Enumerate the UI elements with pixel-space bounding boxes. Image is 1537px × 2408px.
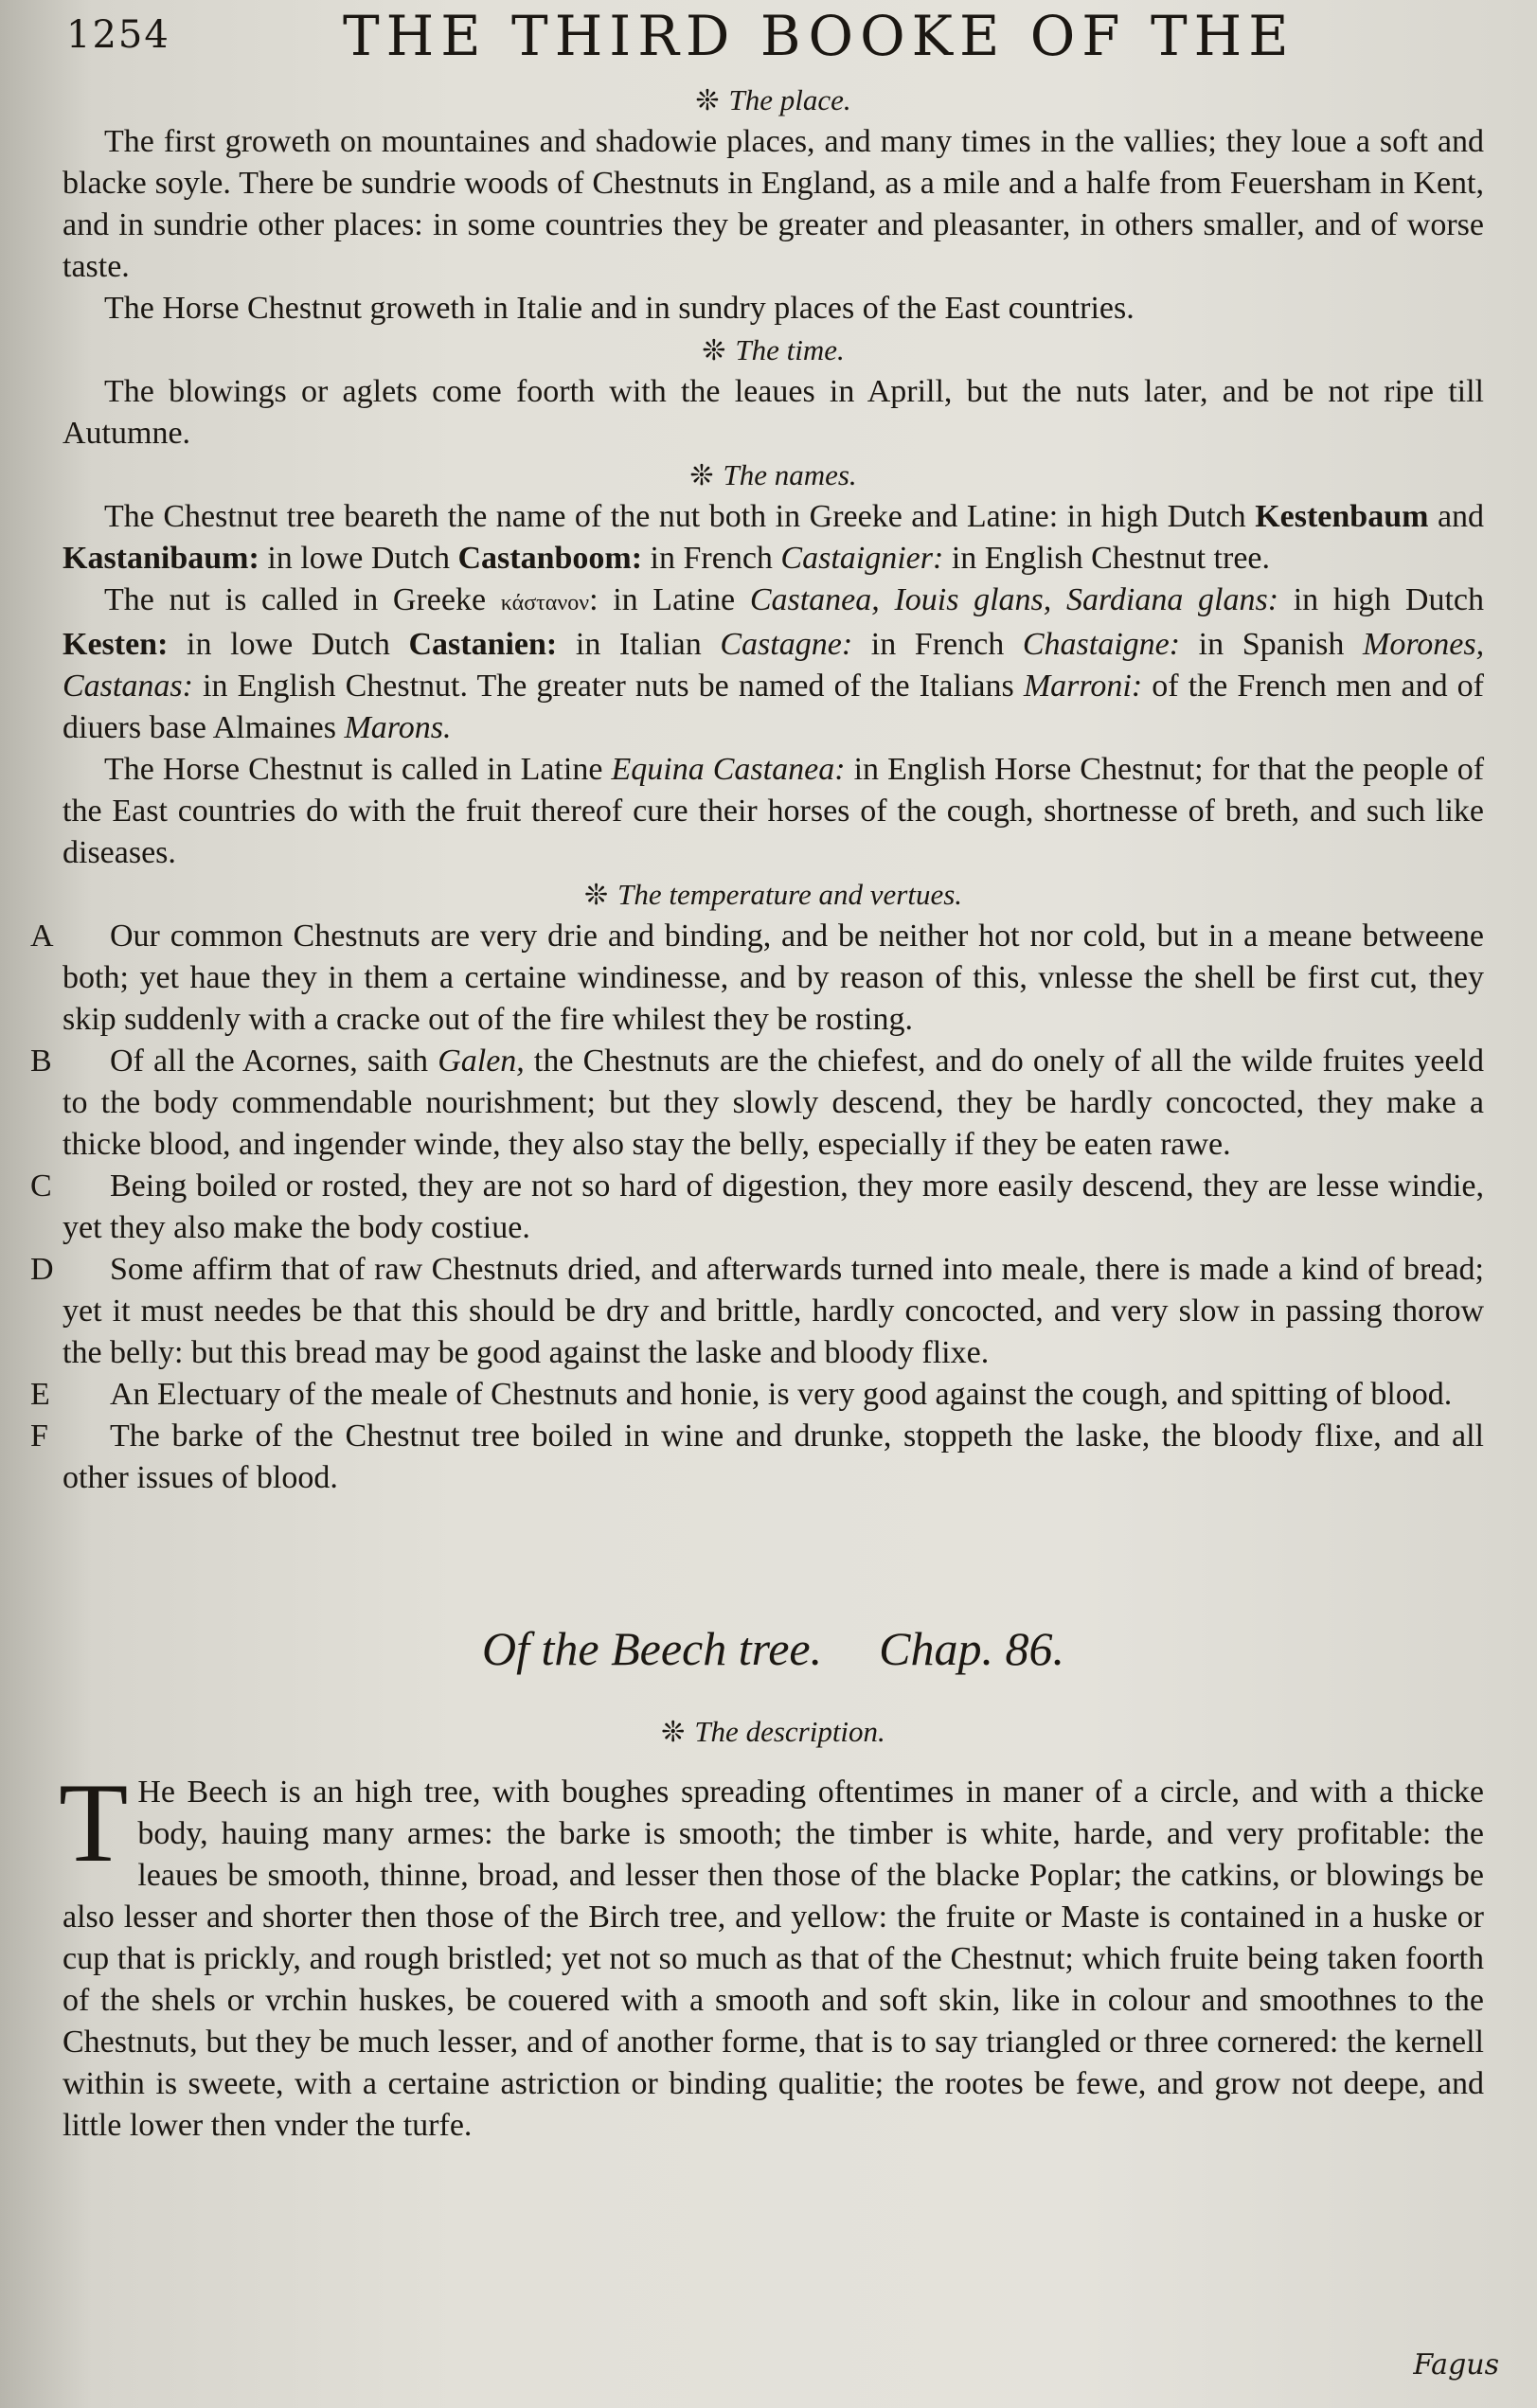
section-heading-names: ❊ The names. <box>689 458 857 491</box>
place-paragraph-2: The Horse Chestnut groweth in Italie and in sundry places of the East countries. <box>104 291 1135 326</box>
page-header <box>63 0 1484 80</box>
names-paragraph-2: The nut is called in Greeke κάστανον: in Latine Castanea, Iouis glans, Sardiana glans: in high Dutch Kesten: in lowe Dutch Castanien: in Italian Castagne: in French Chastaigne: in Spanish Morones, Castanas: in English Chestnut. The greater nuts be named of the Italians Marroni: of the French men and of diuers base Almaines Marons. <box>63 582 1485 745</box>
drop-cap: T <box>59 1759 129 1885</box>
margin-letter: F <box>30 1418 48 1454</box>
ink-mark <box>63 1686 1484 1711</box>
chapter-title: Of the Beech tree. <box>482 1622 823 1675</box>
description-paragraph: T He Beech is an high tree, with boughes spreading oftentimes in maner of a circle, and with a thicke body, hauing many armes: the barke is smooth; the timber is white, harde, and very profitable: the leaues be smooth, thinne, broad, and lesser then those of the blacke Poplar; the catkins, or blowings be also lesser and shorter then those of the Birch tree, and yellow: the fruite or Maste is contained in a huske or cup that is prickly, and rough bristled; yet not so much as that of the Chestnut; which fruite being taken foorth of the shels or vrchin huskes, be couered with a smooth and soft skin, like in colour and smoothnes to the Chestnuts, but they be much lesser, and of another forme, that is to say triangled or three cornered: the kernell within is sweete, with a certaine astriction or binding qualitie; the rootes be fewe, and grow not deepe, and little lower then vnder the turfe. <box>59 1759 1484 2143</box>
margin-letter: D <box>30 1252 54 1287</box>
margin-letter: A <box>30 919 54 954</box>
ornament-icon: ❊ <box>702 335 726 366</box>
ornament-icon: ❊ <box>661 1717 686 1748</box>
chapter-heading <box>63 1611 1484 1686</box>
vertue-entry-f: F The barke of the Chestnut tree boiled in wine and drunke, stoppeth the laske, the bloody flixe, and all other issues of blood. <box>63 1416 1484 1499</box>
margin-letter: C <box>30 1168 52 1204</box>
vertue-entry-b: B Of all the Acornes, saith Galen, the Chestnuts are the chiefest, and do onely of all the wilde fruites yeeld to the body commendable nourishment; but they slowly descend, they be hardly concocted, they make a thicke blood, and ingender winde, they also stay the belly, especially if they be eaten rawe. <box>63 1041 1484 1166</box>
body-text <box>30 80 1485 2147</box>
margin-letter: B <box>30 1043 52 1079</box>
vertue-entry-d: D Some affirm that of raw Chestnuts dried, and afterwards turned into meale, there is made a kind of bread; yet it must needes be that this should be dry and brittle, hardly concocted, and very slow in passing thorow the belly: but this bread may be good against the laske and bloody flixe. <box>63 1249 1484 1374</box>
catchword: Fagus <box>1413 2348 1499 2381</box>
time-paragraph-1: The blowings or aglets come foorth with the leaues in Aprill, but the nuts later, and be not ripe till Autumne. <box>63 374 1484 451</box>
vertue-entry-a: A Our common Chestnuts are very drie and binding, and be neither hot nor cold, but in a meane betweene both; yet haue they in them a certaine windinesse, and by reason of this, vnlesse the shell be first cut, they skip suddenly with a cracke out of the fire whilest they be rosting. <box>63 916 1484 1041</box>
ornament-icon: ❊ <box>583 880 609 911</box>
section-heading-place: ❊ The place. <box>695 83 851 116</box>
place-paragraph-1: The first groweth on mountaines and shadowie places, and many times in the vallies; they loue a soft and blacke soyle. There be sundrie woods of Chestnuts in England, as a mile and a halfe from Feuersham in Kent, and in sundrie other places: in some countries they be greater and pleasanter, in others smaller, and of worse taste. <box>63 124 1484 284</box>
names-paragraph-1: The Chestnut tree beareth the name of the nut both in Greeke and Latine: in high Dutch Kestenbaum and Kastanibaum: in lowe Dutch Castanboom: in French Castaignier: in English Chestnut tree. <box>63 499 1485 576</box>
names-paragraph-3: The Horse Chestnut is called in Latine Equina Castanea: in English Horse Chestnut; for that the people of the East countries do with the fruit thereof cure their horses of the cough, shortnesse of breth, and such like diseases. <box>63 752 1485 870</box>
section-heading-time: ❊ The time. <box>702 333 845 366</box>
vertue-entry-e: E An Electuary of the meale of Chestnuts and honie, is very good against the cough, and spitting of blood. <box>63 1374 1484 1416</box>
ornament-icon: ❊ <box>689 460 714 491</box>
bleed-through-gap <box>63 1499 1484 1611</box>
vertue-entry-c: C Being boiled or rosted, they are not so hard of digestion, they more easily descend, they are lesse windie, yet they also make the body costiue. <box>63 1166 1484 1249</box>
section-heading-description: ❊ The description. <box>661 1715 885 1748</box>
ornament-icon: ❊ <box>695 85 720 116</box>
margin-letter: E <box>30 1377 50 1412</box>
section-heading-vertues: ❊ The temperature and vertues. <box>583 878 963 911</box>
page-number: 1254 <box>66 13 170 57</box>
chapter-number: Chap. 86. <box>879 1622 1064 1675</box>
running-head: THE THIRD BOOKE OF THE <box>343 4 1296 68</box>
